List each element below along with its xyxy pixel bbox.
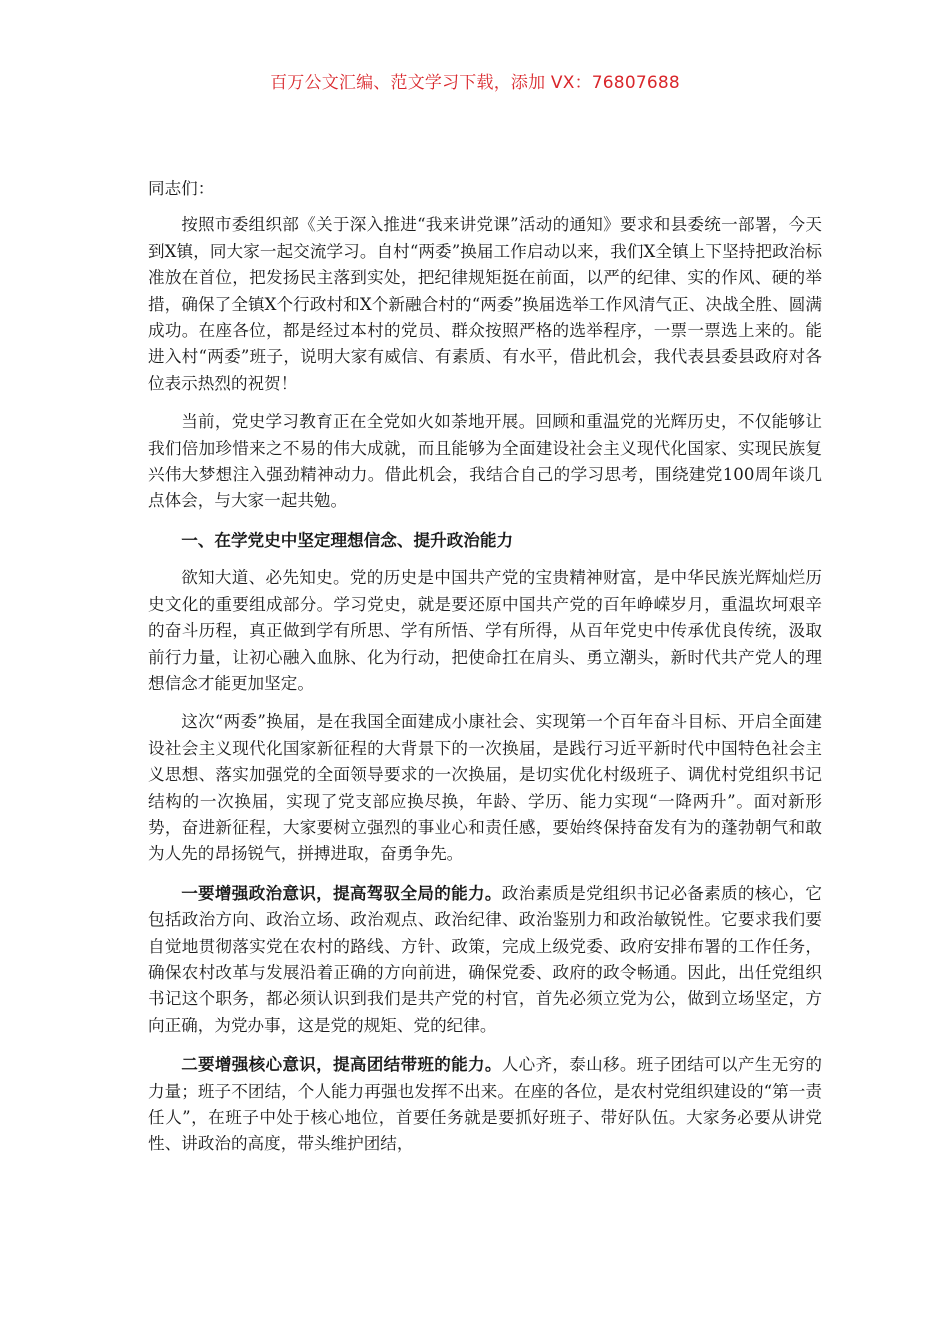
paragraph: [148, 565, 822, 697]
paragraph-text: 政治素质是党组织书记必备素质的核心，它包括政治方向、政治立场、政治观点、政治纪律、政治鉴别力和政治敏锐性。它要求我们要自觉地贯彻落实党在农村的路线、方针、政策，完成上级党委、政府安排布署的工作任务，确保农村改革与发展沿着正确的方向前进，确保党委、政府的政令畅通。因此，出任党组织书记这个职务，都必须认识到我们是共产党的村官，首先必须立党为公，做到立场坚定，方向正确，为党办事，这是党的规矩、党的纪律。: [148, 883, 823, 1035]
paragraph-text: 欲知大道、必先知史。党的历史是中国共产党的宝贵精神财富，是中华民族光辉灿烂历史文化的重要组成部分。学习党史，就是要还原中国共产党的百年峥嵘岁月，重温坎坷艰辛的奋斗历程，真正做到学有所思、学有所悟、学有所得，从百年党史中传承优良传统，汲取前行力量，让初心融入血脉、化为行动，把使命扛在肩头、勇立潮头，新时代共产党人的理想信念才能更加坚定。: [148, 568, 822, 693]
paragraph-lead: 一要增强政治意识，提高驾驭全局的能力。: [181, 882, 502, 903]
section-heading-text: 一、在学党史中坚定理想信念、提升政治能力: [181, 529, 514, 550]
paragraph: [148, 409, 822, 515]
watermark-header: 百万公文汇编、范文学习下载，添加 VX：76807688: [270, 73, 680, 93]
paragraph-text: 当前，党史学习教育正在全党如火如荼地开展。回顾和重温党的光辉历史，不仅能够让我们倍加珍惜来之不易的伟大成就，而且能够为全面建设社会主义现代化国家、实现民族复兴伟大梦想注入强劲精神动力。借此机会，我结合自己的学习思考，围绕建党100周年谈几点体会，与大家一起共勉。: [148, 412, 822, 511]
paragraph-text: 人心齐，泰山移。班子团结可以产生无穷的力量；班子不团结，个人能力再强也发挥不出来。在座的各位，是农村党组织建设的“第一责任人”，在班子中处于核心地位，首要任务就是要抓好班子、带好队伍。大家务必要从讲党性、讲政治的高度，带头维护团结，: [148, 1055, 823, 1154]
paragraph: [148, 709, 822, 867]
paragraph: [148, 1051, 822, 1158]
paragraph: [148, 880, 822, 1039]
paragraph-text: 按照市委组织部《关于深入推进“我来讲党课”活动的通知》要求和县委统一部署，今天到X镇，同大家一起交流学习。自村“两委”换届工作启动以来，我们X全镇上下坚持把政治标准放在首位，把发扬民主落到实处，把纪律规矩挺在前面，以严的纪律、实的作风、硬的举措，确保了全镇X个行政村和X个新融合村的“两委”换届选举工作风清气正、决战全胜、圆满成功。在座各位，都是经过本村的党员、群众按照严格的选举程序，一票一票选上来的。能进入村“两委”班子，说明大家有威信、有素质、有水平，借此机会，我代表县委县政府对各位表示热烈的祝贺！: [148, 215, 822, 393]
section-heading: [148, 527, 822, 553]
paragraph-text: 这次“两委”换届，是在我国全面建成小康社会、实现第一个百年奋斗目标、开启全面建设社会主义现代化国家新征程的大背景下的一次换届，是践行习近平新时代中国特色社会主义思想、落实加强党的全面领导要求的一次换届，是切实优化村级班子、调优村党组织书记结构的一次换届，实现了党支部应换尽换，年龄、学历、能力实现“一降两升”。面对新形势，奋进新征程，大家要树立强烈的事业心和责任感，要始终保持奋发有为的蓬勃朝气和敢为人先的昂扬锐气，拼搏进取，奋勇争先。: [148, 712, 822, 864]
paragraph: [148, 212, 822, 397]
paragraph-lead: 二要增强核心意识，提高团结带班的能力。: [181, 1054, 502, 1075]
salutation: 同志们：: [148, 179, 215, 198]
document-body: [148, 176, 822, 1170]
